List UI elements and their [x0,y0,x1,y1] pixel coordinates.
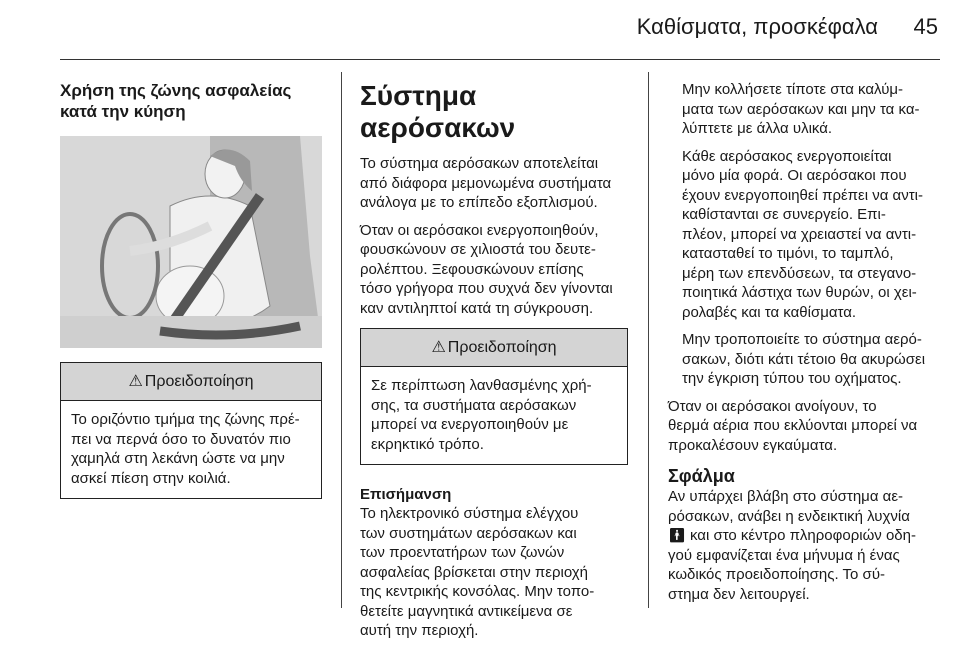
column-divider-1 [341,72,342,608]
column-2 [360,80,628,649]
column-divider-2 [648,72,649,608]
warning-header: ⚠ Προειδοποίηση [361,329,627,367]
cover-paragraph: Μην κολλήσετε τίποτε στα καλύμ- ματα των αερόσακων και μην τα κα- λύπτετε με άλλα υλικά. [682,81,920,137]
warning-text: Το οριζόντιο τμήμα της ζώνης πρέ- πει να περνά όσο το δυνατόν πιο χαμηλά στη λεκάνη ώστε να μην ασκεί πίεση στην κοιλιά. [71,411,300,487]
page-number: 45 [913,14,938,39]
warning-box-pregnancy [60,362,322,499]
fault-paragraph: Αν υπάρχει βλάβη στο σύστημα αε- ρόσακων, ανάβει η ενδεικτική λυχνία 🚹︎ και στο κέντρο πληροφοριών οδη- γού εμφανίζεται ένα μήνυμα ή ένας κωδικός προειδοποίησης. Το σύ- στημα δεν λειτουργεί. [668,488,916,603]
column-3 [668,80,934,612]
header-rule [60,59,940,60]
warning-header: ⚠ Προειδοποίηση [61,363,321,401]
fault-heading: Σφάλμα [668,466,735,486]
airbag-warning-lamp-icon: 🚹︎ [668,527,686,543]
pregnant-seatbelt-illustration [60,136,322,348]
airbag-intro-paragraph: Το σύστημα αερόσακων αποτελείται από διάφορα μεμονωμένα συστήματα ανάλογα με το επίπεδο εξοπλισμού. [360,155,612,211]
note-text: Το ηλεκτρονικό σύστημα ελέγχου των συστημάτων αερόσακων και των προεντατήρων των ζωνών ασφαλείας βρίσκεται στην περιοχή της κεντρικής κονσόλας. Μην τοπο- θετείτε μαγνητικά αντικείμενα σε αυτή την περιοχή. [360,505,595,639]
page-header [0,0,960,62]
warning-text: Σε περίπτωση λανθασμένης χρή- σης, τα συστήματα αερόσακων μπορεί να ενεργοποιηθούν με εκρηκτικό τρόπο. [371,377,592,453]
airbag-deploy-paragraph: Όταν οι αερόσακοι ενεργοποιηθούν, φουσκώνουν σε χιλιοστά του δευτε- ρολέπτου. Ξεφουσκώνουν επίσης τόσο γρήγορα που συχνά δεν γίνονται καν αντιληπτοί κατά τη σύγκρουση. [360,221,613,317]
column-1 [60,80,322,499]
warning-icon: ⚠ [431,339,446,356]
section-heading-pregnancy: Χρήση της ζώνης ασφαλείας κατά την κύηση [60,81,292,121]
modification-paragraph: Μην τροποποιείτε το σύστημα αερό- σακων, διότι κάτι τέτοιο θα ακυρώσει την έγκριση τύπου του οχήματος. [682,331,926,387]
illustration-svg [60,136,322,348]
section-title-airbag: Σύστημα αερόσακων [360,80,516,143]
single-use-paragraph: Κάθε αερόσακος ενεργοποιείται μόνο μία φορά. Οι αερόσακοι που έχουν ενεργοποιηθεί πρέπει να αντι- καθίστανται σε συνεργείο. Επι- πλέον, μπορεί να χρειαστεί να αντι- κατασταθεί το τιμόνι, το ταμπλό, μέρη των επενδύσεων, τα στεγανο- ποιητικά λάστιχα των θυρών, οι χει- ρολαβές και τα καθίσματα. [682,147,923,321]
header-title: Καθίσματα, προσκέφαλα [636,14,878,39]
hot-gas-paragraph: Όταν οι αερόσακοι ανοίγουν, το θερμά αέρια που εκλύονται μπορεί να προκαλέσουν εγκαύματα. [668,397,918,454]
warning-box-airbag [360,328,628,465]
note-heading: Επισήμανση [360,486,452,503]
warning-icon: ⚠ [128,373,143,390]
